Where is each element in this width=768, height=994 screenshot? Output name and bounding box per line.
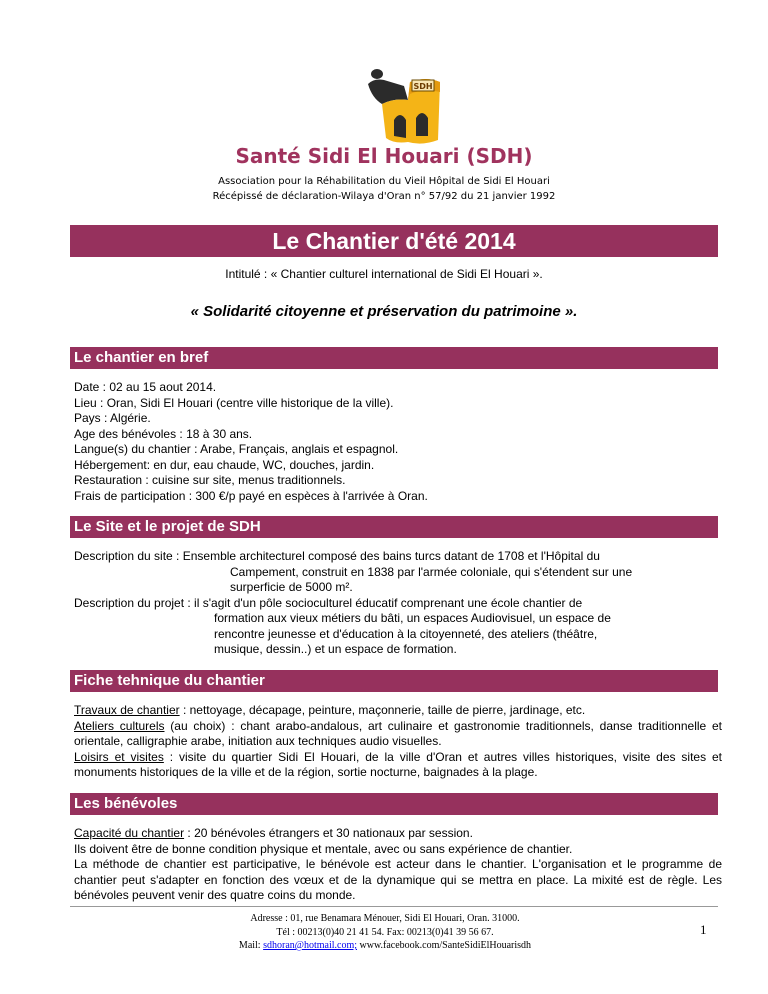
page-number: 1 [700,922,707,937]
travaux-paragraph [74,703,722,719]
brief-line: Restauration : cuisine sur site, menus traditionnels. [74,473,346,487]
brief-line: Date : 02 au 15 aout 2014. [74,380,217,394]
brief-line: Langue(s) du chantier : Arabe, Français, anglais et espagnol. [74,442,399,456]
section-heading-site: Le Site et le projet de SDH [70,516,718,538]
brief-line: Lieu : Oran, Sidi El Houari (centre ville historique de la ville). [74,395,394,410]
brief-line: Pays : Algérie. [74,411,151,425]
brief-block [74,380,722,504]
capacite-paragraph [74,826,722,842]
travaux-label: Travaux de chantier [74,703,180,717]
footer-divider [70,906,718,907]
footer-contact [150,939,620,953]
brief-line: Age des bénévoles : 18 à 30 ans. [74,426,253,441]
brief-line: Hébergement: en dur, eau chaude, WC, douches, jardin. [74,457,375,472]
ateliers-label: Ateliers culturels [74,718,165,733]
org-subtitle-2: Récépissé de déclaration-Wilaya d'Oran n° 57/92 du 21 janvier 1992 [212,191,556,202]
sdh-logo [364,64,444,148]
projet-description-line: formation aux vieux métiers du bâti, un espaces Audiovisuel, un espace de [214,611,611,625]
org-name: Santé Sidi El Houari (SDH) [235,144,533,168]
slogan: « Solidarité citoyenne et préservation du patrimoine ». [190,303,578,320]
section-heading-benevoles: Les bénévoles [70,793,718,815]
projet-description-line: musique, dessin..) et un espace de formation. [214,642,457,656]
fiche-block [74,703,722,781]
methode-paragraph: La méthode de chantier est participative, le bénévole est acteur dans le chantier. L'organisation et le programme de chantier peut s'adapter en fonction des vœux et de la dynamique qui se mettra en place. La mixité est de règle. Les bénévoles peuvent venir des quatre coins du monde. [74,857,722,902]
site-block [74,549,722,658]
footer-phone: Tél : 00213(0)40 21 41 54. Fax: 00213(0)41 39 56 67. [276,926,494,938]
loisirs-paragraph [74,750,722,781]
site-description-line: surperficie de 5000 m². [230,580,353,594]
site-description-line: Description du site : Ensemble architecturel composé des bains turcs datant de 1708 et l'Hôpital du [74,549,600,563]
footer-address: Adresse : 01, rue Benamara Ménouer, Sidi El Houari, Oran. 31000. [250,913,520,924]
section-heading-brief: Le chantier en bref [70,347,718,369]
footer [150,912,620,953]
mail-label: Mail: [238,940,264,951]
condition-line: Ils doivent être de bonne condition physique et mentale, avec ou sans expérience de chantier. [74,841,573,856]
brief-line: Frais de participation : 300 €/p payé en espèces à l'arrivée à Oran. [74,488,428,503]
capacite-text: : 20 bénévoles étrangers et 30 nationaux par session. [184,826,473,840]
email-link[interactable]: sdhoran@hotmail.com; [263,940,358,951]
main-title: Le Chantier d'été 2014 [70,225,718,257]
website-text: www.facebook.com/SanteSidiElHouarisdh [357,940,532,951]
intitule: Intitulé : « Chantier culturel international de Sidi El Houari ». [225,267,543,281]
benevoles-block [74,826,722,904]
logo-text: SDH [413,82,433,91]
projet-description-line: Description du projet : il s'agit d'un pôle socioculturel éducatif comprenant une école chantier de [74,595,583,610]
loisirs-text: : visite du quartier Sidi El Houari, de la ville d'Oran et autres villes historiques, visite des sites et monuments historiques de la ville et de la région, sortie nocturne, baignades à la plage. [74,749,723,779]
projet-description-line: rencontre jeunesse et d'éducation à la citoyenneté, des ateliers (théâtre, [214,626,598,641]
section-heading-fiche: Fiche tehnique du chantier [70,670,718,692]
site-description-line: Campement, construit en 1838 par l'armée coloniale, qui s'étendent sur une [230,564,633,579]
loisirs-label: Loisirs et visites [74,749,164,764]
org-subtitle-1: Association pour la Réhabilitation du Vieil Hôpital de Sidi El Houari [218,176,550,187]
travaux-text: : nettoyage, décapage, peinture, maçonnerie, taille de pierre, jardinage, etc. [179,703,586,717]
capacite-label: Capacité du chantier [74,826,185,840]
ateliers-paragraph [74,719,722,750]
ateliers-text: (au choix) : chant arabo-andalous, art culinaire et gastronomie traditionnels, danse traditionnelle et orientale, calligraphie arabe, initiation aux techniques audio visuelles. [74,718,722,748]
